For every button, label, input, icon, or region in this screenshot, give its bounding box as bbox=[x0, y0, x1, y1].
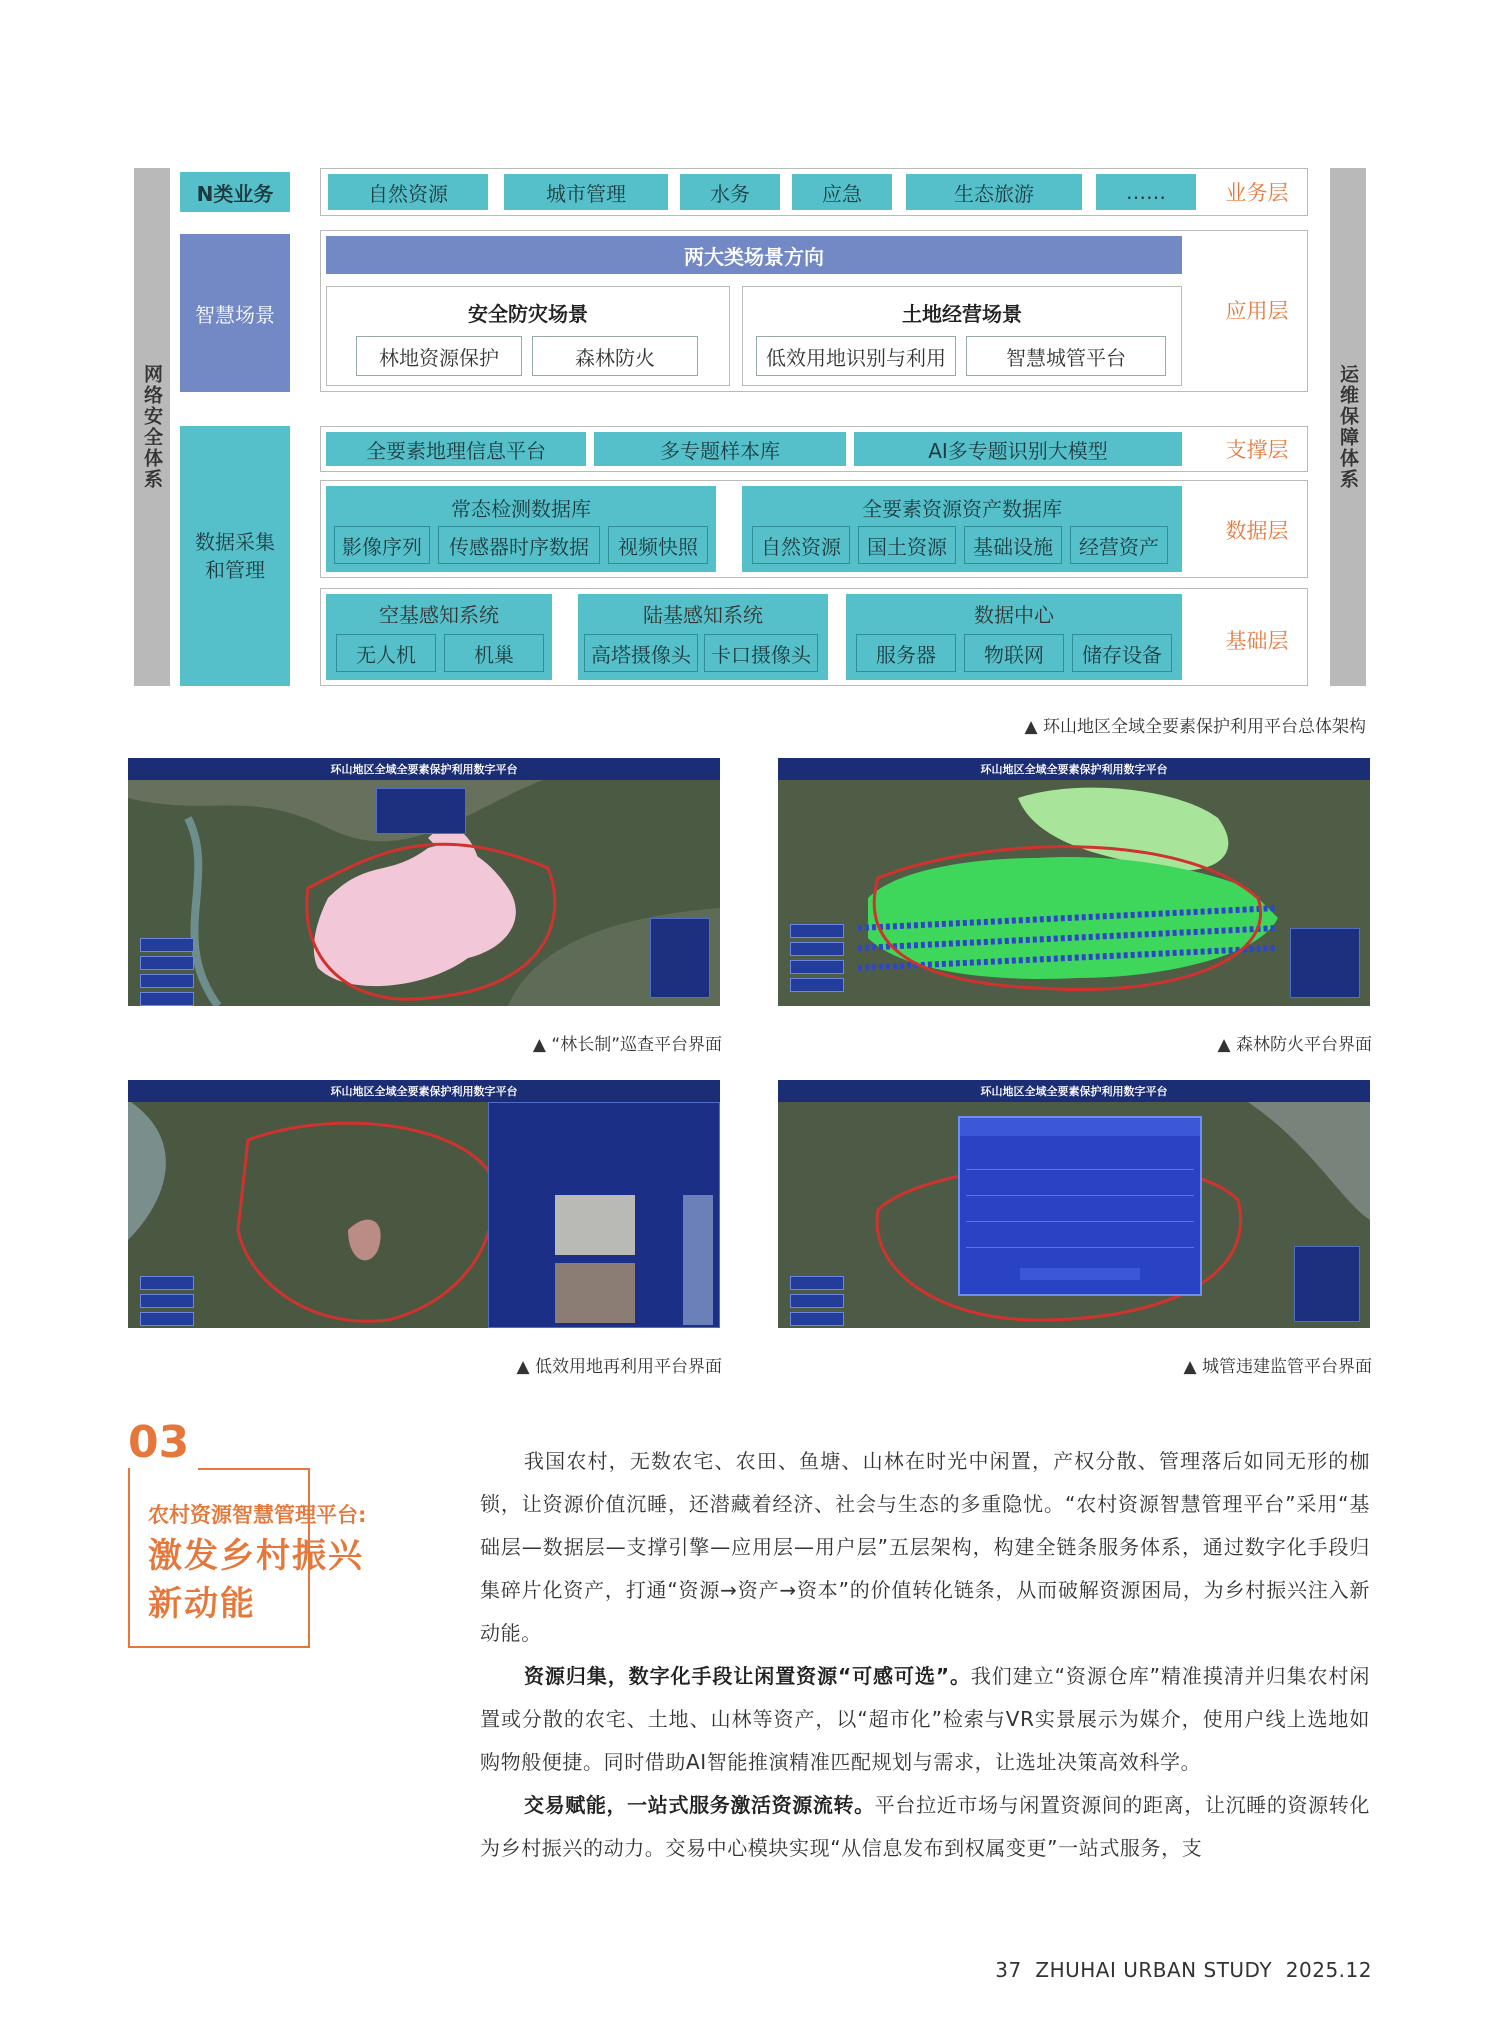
business-item: 应急 bbox=[792, 174, 892, 210]
data-item: 自然资源 bbox=[752, 526, 850, 564]
records-dialog bbox=[958, 1116, 1202, 1296]
platform-title-bar bbox=[778, 758, 1370, 780]
data-management-label-text: 数据采集 和管理 bbox=[195, 530, 275, 582]
data-item: 国土资源 bbox=[858, 526, 956, 564]
data-item: 传感器时序数据 bbox=[438, 526, 600, 564]
side-menu-button[interactable] bbox=[790, 924, 844, 938]
article-paragraph bbox=[480, 1655, 1370, 1784]
section-number: 03 bbox=[128, 1417, 190, 1468]
platform-title-bar bbox=[128, 758, 720, 780]
application-layer-label: 应用层 bbox=[1225, 299, 1289, 323]
support-layer-label: 支撑层 bbox=[1225, 438, 1289, 462]
table-row[interactable] bbox=[966, 1226, 1194, 1248]
paragraph-text: 平台拉近市场与闲置资源间的距离，让沉睡的资源转化为乡村振兴的动力。交易中心模块实现“从信息发布到权属变更”一站式服务，支 bbox=[480, 1793, 1370, 1860]
left-side-label: 网络安全体系 bbox=[141, 364, 163, 490]
paragraph-text: 我们建立“资源仓库”精准摸清并归集农村闲置或分散的农宅、土地、山林等资产，以“超市化”检索与VR实景展示为媒介，使用户线上选地如购物般便捷。同时借助AI智能推演精准匹配规划与需求，让选址决策高效科学。 bbox=[480, 1664, 1370, 1774]
business-item: 自然资源 bbox=[328, 174, 488, 210]
section-title-line2: 激发乡村振兴 bbox=[148, 1536, 364, 1576]
table-row[interactable] bbox=[966, 1174, 1194, 1196]
pagination[interactable] bbox=[1020, 1268, 1140, 1280]
side-menu-button[interactable] bbox=[140, 1312, 194, 1326]
layer-panel bbox=[1290, 928, 1360, 998]
data-group-title: 常态检测数据库 bbox=[451, 496, 591, 521]
layer-panel bbox=[1294, 1246, 1360, 1322]
side-menu-button[interactable] bbox=[140, 938, 194, 952]
screenshot-illegal-building bbox=[778, 1080, 1370, 1328]
dialog-header bbox=[960, 1118, 1200, 1136]
data-group-title: 全要素资源资产数据库 bbox=[862, 496, 1062, 521]
satellite-map bbox=[778, 758, 1370, 1006]
side-menu-button[interactable] bbox=[790, 1276, 844, 1290]
business-item: …… bbox=[1096, 174, 1196, 210]
side-menu-button[interactable] bbox=[140, 974, 194, 988]
data-layer-label: 数据层 bbox=[1225, 519, 1289, 543]
base-item: 机巢 bbox=[444, 634, 544, 672]
table-row[interactable] bbox=[966, 1200, 1194, 1222]
section-title-line1: 农村资源智慧管理平台: bbox=[148, 1503, 367, 1527]
platform-title: 环山地区全域全要素保护利用数字平台 bbox=[330, 1085, 518, 1098]
support-item: AI多专题识别大模型 bbox=[854, 432, 1182, 466]
side-menu-button[interactable] bbox=[140, 1294, 194, 1308]
data-item: 基础设施 bbox=[964, 526, 1062, 564]
scenario-group-title: 土地经营场景 bbox=[902, 301, 1022, 326]
table-row[interactable] bbox=[966, 1148, 1194, 1170]
photo-thumbnail bbox=[555, 1263, 635, 1323]
business-row-label: N类业务 bbox=[180, 172, 290, 212]
base-item: 储存设备 bbox=[1072, 634, 1172, 672]
base-item: 物联网 bbox=[964, 634, 1064, 672]
section-title-line3: 新动能 bbox=[148, 1584, 256, 1624]
platform-title: 环山地区全域全要素保护利用数字平台 bbox=[980, 763, 1168, 776]
page-footer: 37 ZHUHAI URBAN STUDY 2025.12 bbox=[995, 1958, 1372, 1982]
base-item: 高塔摄像头 bbox=[584, 634, 698, 672]
layer-panel bbox=[650, 918, 710, 998]
paragraph-lead: 交易赋能，一站式服务激活资源流转。 bbox=[524, 1793, 875, 1817]
left-side-bar bbox=[134, 168, 170, 686]
right-side-label: 运维保障体系 bbox=[1337, 364, 1359, 490]
platform-title-bar bbox=[778, 1080, 1370, 1102]
side-menu-button[interactable] bbox=[790, 978, 844, 992]
base-group-title: 陆基感知系统 bbox=[643, 602, 763, 627]
base-item: 服务器 bbox=[856, 634, 956, 672]
scenario-item: 智慧城管平台 bbox=[966, 336, 1166, 376]
side-menu-button[interactable] bbox=[790, 960, 844, 974]
application-header: 两大类场景方向 bbox=[326, 236, 1182, 274]
thumbnail-strip[interactable] bbox=[683, 1195, 713, 1325]
side-menu-button[interactable] bbox=[140, 992, 194, 1006]
article-paragraph: 我国农村，无数农宅、农田、鱼塘、山林在时光中闲置，产权分散、管理落后如同无形的枷锁，让资源价值沉睡，还潜藏着经济、社会与生态的多重隐忧。“农村资源智慧管理平台”采用“基础层—数据层—支撑引擎—应用层—用户层”五层架构，构建全链条服务体系，通过数字化手段归集碎片化资产，打通“资源→资产→资本”的价值转化链条，从而破解资源困局，为乡村振兴注入新动能。 bbox=[480, 1449, 1370, 1645]
base-group-title: 空基感知系统 bbox=[379, 602, 499, 627]
scenario-group-title: 安全防灾场景 bbox=[468, 301, 588, 326]
support-item: 多专题样本库 bbox=[594, 432, 846, 466]
side-menu-button[interactable] bbox=[140, 956, 194, 970]
detail-panel bbox=[488, 1102, 720, 1328]
platform-title: 环山地区全域全要素保护利用数字平台 bbox=[330, 763, 518, 776]
data-item: 经营资产 bbox=[1070, 526, 1168, 564]
article-body bbox=[480, 1440, 1370, 1870]
screenshot-forest-fire bbox=[778, 758, 1370, 1006]
right-side-bar bbox=[1330, 168, 1366, 686]
screenshot-caption: ▲ 城管违建监管平台界面 bbox=[1183, 1357, 1372, 1377]
support-item: 全要素地理信息平台 bbox=[326, 432, 586, 466]
screenshot-caption: ▲ “林长制”巡查平台界面 bbox=[532, 1035, 722, 1055]
business-item: 生态旅游 bbox=[906, 174, 1082, 210]
platform-title-bar bbox=[128, 1080, 720, 1102]
screenshot-forest-chief bbox=[128, 758, 720, 1006]
paragraph-lead: 资源归集，数字化手段让闲置资源“可感可选”。 bbox=[524, 1664, 971, 1688]
data-item: 影像序列 bbox=[334, 526, 430, 564]
photo-thumbnail bbox=[555, 1195, 635, 1255]
side-menu-button[interactable] bbox=[140, 1276, 194, 1290]
data-item: 视频快照 bbox=[608, 526, 708, 564]
base-group-title: 数据中心 bbox=[974, 602, 1054, 627]
side-menu-button[interactable] bbox=[790, 1294, 844, 1308]
date-picker-panel bbox=[376, 788, 466, 834]
scenario-item: 林地资源保护 bbox=[356, 336, 522, 376]
diagram-caption: ▲ 环山地区全域全要素保护利用平台总体架构 bbox=[1024, 717, 1366, 737]
data-management-label bbox=[180, 426, 290, 686]
base-item: 卡口摄像头 bbox=[704, 634, 818, 672]
business-item: 城市管理 bbox=[504, 174, 668, 210]
scenario-item: 低效用地识别与利用 bbox=[756, 336, 956, 376]
screenshot-inefficient-land bbox=[128, 1080, 720, 1328]
business-item: 水务 bbox=[680, 174, 780, 210]
article-paragraph bbox=[480, 1784, 1370, 1870]
side-menu-button[interactable] bbox=[790, 1312, 844, 1326]
base-layer-label: 基础层 bbox=[1225, 629, 1289, 653]
section-title-top-line bbox=[198, 1468, 310, 1470]
section-title bbox=[148, 1498, 408, 1628]
base-item: 无人机 bbox=[336, 634, 436, 672]
platform-title: 环山地区全域全要素保护利用数字平台 bbox=[980, 1085, 1168, 1098]
business-layer-label: 业务层 bbox=[1225, 181, 1289, 205]
screenshot-caption: ▲ 森林防火平台界面 bbox=[1217, 1035, 1372, 1055]
scenario-item: 森林防火 bbox=[532, 336, 698, 376]
screenshot-caption: ▲ 低效用地再利用平台界面 bbox=[516, 1357, 722, 1377]
side-menu-button[interactable] bbox=[790, 942, 844, 956]
application-row-label: 智慧场景 bbox=[180, 234, 290, 392]
